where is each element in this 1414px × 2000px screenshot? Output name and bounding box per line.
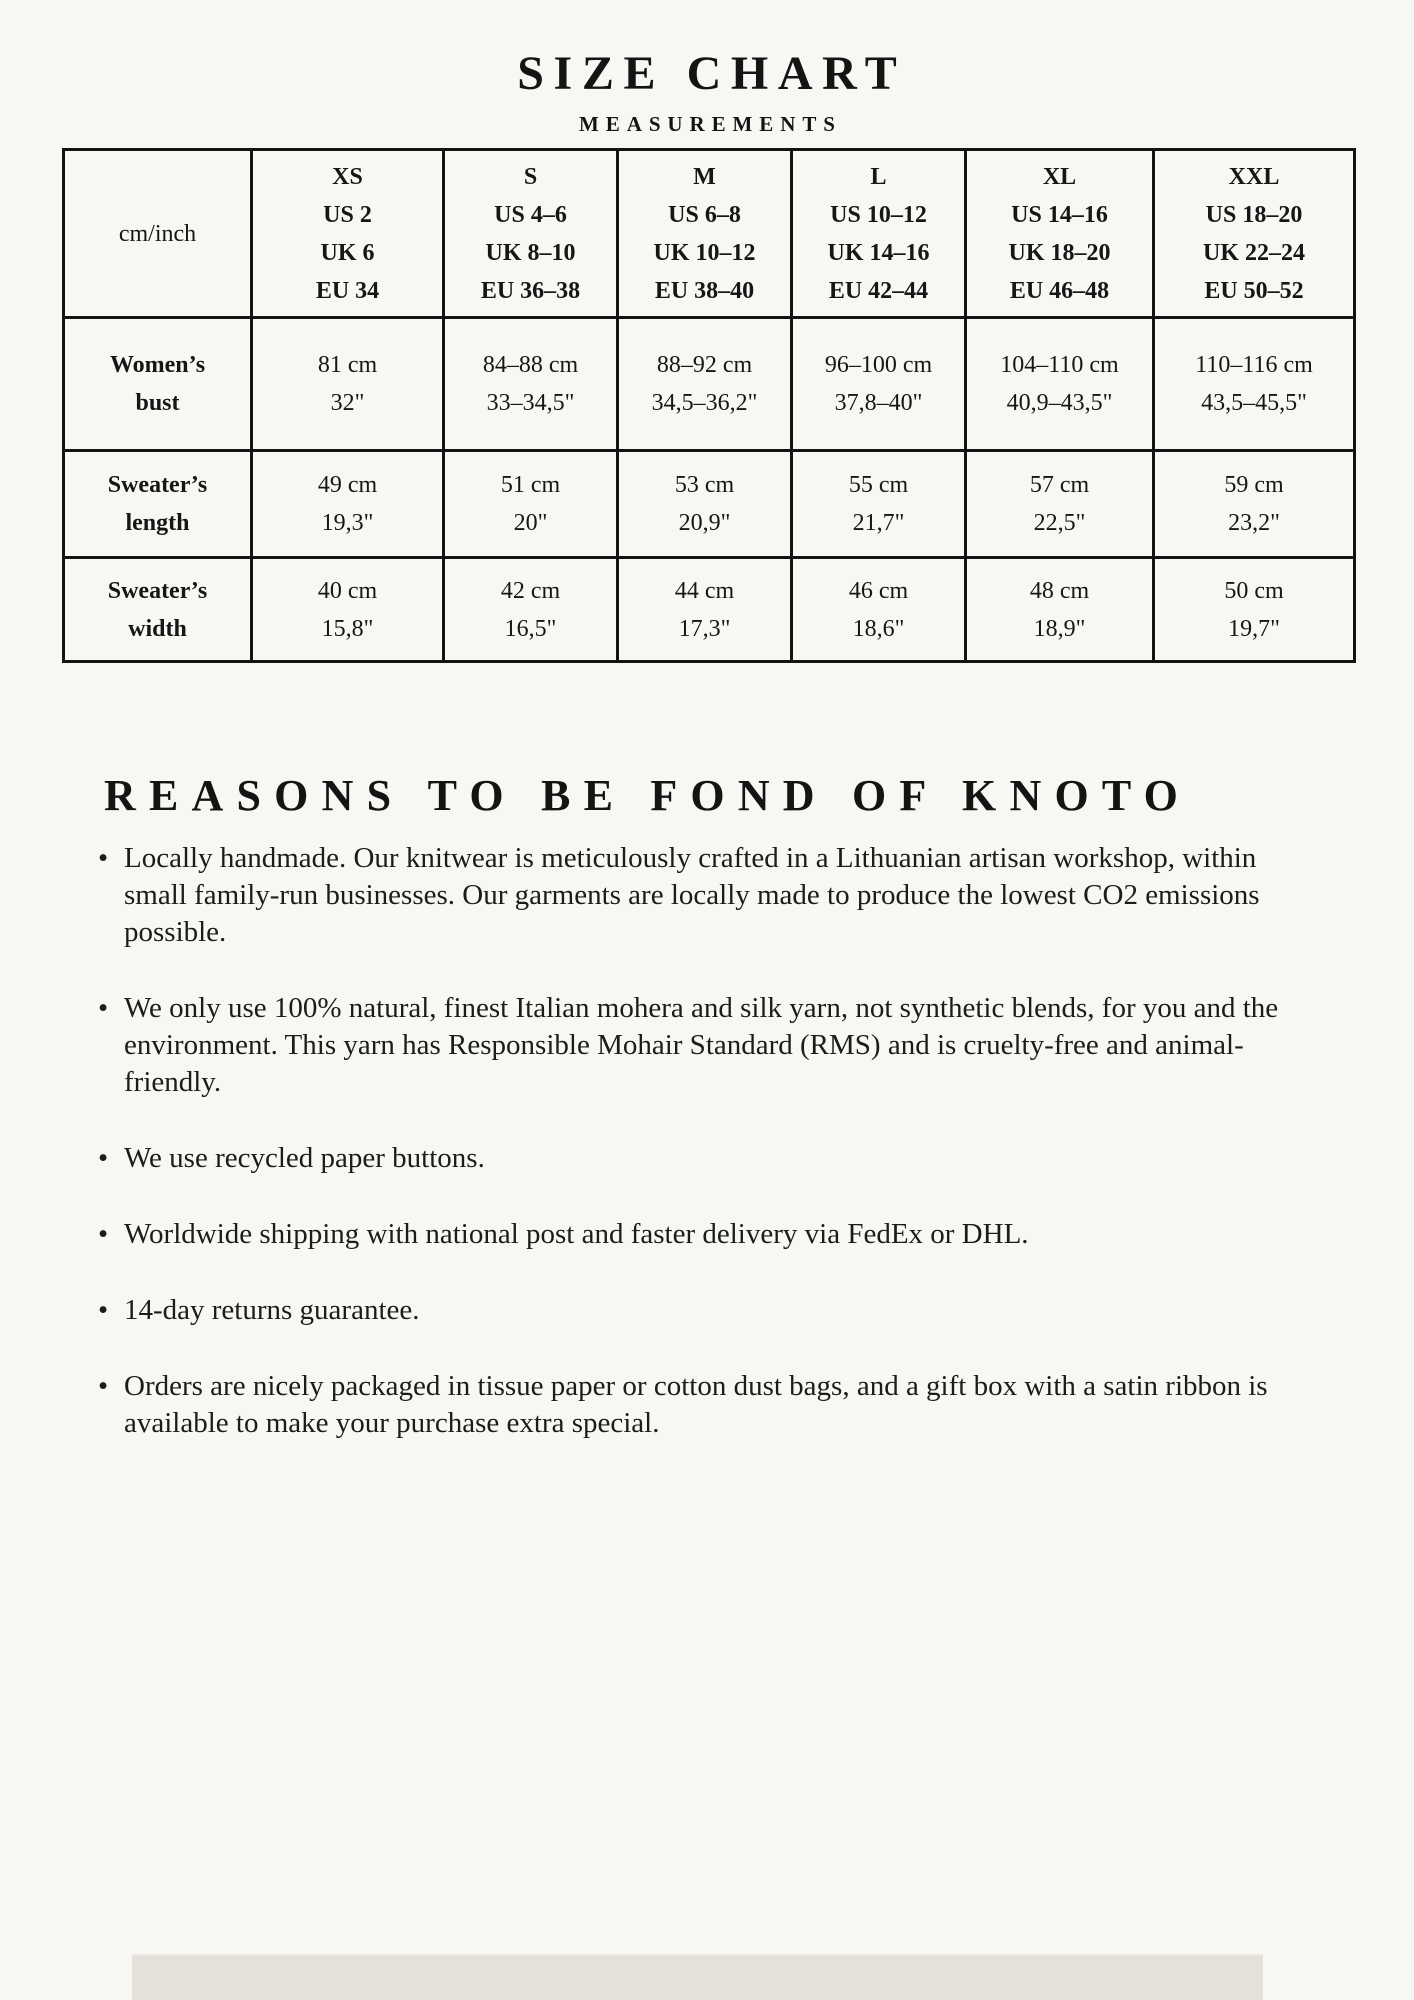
- size-letter: S: [523, 163, 538, 190]
- column-header-xl: [966, 150, 1154, 318]
- table-cell: [792, 318, 966, 451]
- cell-cm-value: 88–92 cm: [656, 352, 753, 378]
- row-label-sweaters-width: [64, 558, 252, 662]
- size-eu: EU 36–38: [480, 277, 581, 304]
- size-us: US 2: [323, 201, 372, 228]
- cell-cm-value: 110–116 cm: [1195, 352, 1313, 378]
- row-label-line: Sweater’s: [107, 577, 208, 604]
- table-header-row: [64, 150, 1355, 318]
- size-eu: EU 50–52: [1204, 277, 1304, 304]
- table-cell: [444, 318, 618, 451]
- cell-cm-value: 46 cm: [848, 577, 909, 604]
- row-label-line: Sweater’s: [107, 472, 208, 498]
- size-eu: EU 34: [315, 277, 380, 304]
- table-cell: [792, 451, 966, 558]
- table-row-sweaters-width: [64, 558, 1355, 662]
- cell-cm-value: 48 cm: [1029, 577, 1090, 604]
- page-title: SIZE CHART: [517, 47, 907, 100]
- table-cell: [252, 451, 444, 558]
- list-item: • We only use 100% natural, finest Italian mohera and silk yarn, not synthetic blends, for you and the environment. This yarn has Responsible Mohair Standard (RMS) and is cruelty-free and animal-friendly.: [96, 990, 1326, 1101]
- size-letter: XS: [332, 163, 363, 190]
- table-cell: [252, 558, 444, 662]
- table-cell: [618, 451, 792, 558]
- size-eu: EU 46–48: [1009, 277, 1110, 304]
- cell-inch-value: 15,8": [321, 615, 374, 642]
- cell-inch-value: 40,9–43,5": [1006, 390, 1113, 416]
- row-label-line: bust: [135, 390, 180, 416]
- reasons-section-heading: REASONS TO BE FOND OF KNOTO: [104, 771, 1192, 820]
- size-eu: EU 42–44: [828, 277, 929, 304]
- cell-inch-value: 21,7": [852, 510, 905, 536]
- cell-cm-value: 104–110 cm: [1000, 352, 1119, 378]
- cell-inch-value: 43,5–45,5": [1201, 390, 1307, 416]
- size-uk: UK 8–10: [485, 239, 576, 266]
- row-label-sweaters-length: [64, 451, 252, 558]
- cell-inch-value: 23,2": [1228, 510, 1280, 536]
- cell-inch-value: 37,8–40": [834, 390, 923, 416]
- table-cell: [444, 451, 618, 558]
- list-item: • 14-day returns guarantee.: [96, 1292, 1326, 1329]
- size-us: US 6–8: [668, 201, 741, 228]
- cell-inch-value: 18,6": [852, 615, 905, 642]
- size-eu: EU 38–40: [654, 277, 755, 304]
- size-us: US 14–16: [1011, 201, 1108, 228]
- table-cell: [252, 318, 444, 451]
- size-uk: UK 6: [320, 239, 375, 266]
- table-cell: [444, 558, 618, 662]
- cell-inch-value: 18,9": [1033, 615, 1086, 642]
- size-uk: UK 22–24: [1203, 239, 1305, 266]
- row-label-line: length: [125, 510, 190, 536]
- cell-inch-value: 16,5": [504, 615, 557, 642]
- table-cell: [1154, 318, 1355, 451]
- size-letter: XXL: [1228, 163, 1280, 190]
- row-label-line: Women’s: [109, 352, 206, 378]
- size-us: US 4–6: [494, 201, 567, 228]
- table-cell: [966, 318, 1154, 451]
- table-cell: [1154, 558, 1355, 662]
- size-letter: M: [693, 163, 716, 190]
- cell-cm-value: 81 cm: [317, 352, 378, 378]
- cell-cm-value: 55 cm: [848, 472, 909, 498]
- size-letter: L: [870, 163, 887, 190]
- table-cell: [792, 558, 966, 662]
- cell-cm-value: 49 cm: [317, 472, 378, 498]
- cell-inch-value: 19,3": [321, 510, 374, 536]
- table-cell: [966, 558, 1154, 662]
- size-uk: UK 14–16: [827, 239, 930, 266]
- column-header-s: [444, 150, 618, 318]
- cell-inch-value: 22,5": [1033, 510, 1086, 536]
- list-item: • We use recycled paper buttons.: [96, 1140, 1326, 1177]
- cell-inch-value: 33–34,5": [486, 390, 575, 416]
- table-cell: [1154, 451, 1355, 558]
- unit-label: cm/inch: [118, 220, 197, 247]
- row-label-womens-bust: [64, 318, 252, 451]
- reasons-list: [96, 840, 1326, 1481]
- size-uk: UK 18–20: [1008, 239, 1111, 266]
- size-uk: UK 10–12: [653, 239, 756, 266]
- cell-inch-value: 20": [513, 510, 548, 536]
- table-row-womens-bust: [64, 318, 1355, 451]
- list-item: • Worldwide shipping with national post and faster delivery via FedEx or DHL.: [96, 1216, 1326, 1253]
- cell-cm-value: 59 cm: [1224, 472, 1284, 498]
- list-item: • Orders are nicely packaged in tissue paper or cotton dust bags, and a gift box with a satin ribbon is available to make your purchase extra special.: [96, 1368, 1326, 1442]
- table-cell: [618, 318, 792, 451]
- size-letter: XL: [1042, 163, 1077, 190]
- size-us: US 10–12: [830, 201, 927, 228]
- list-item: • Locally handmade. Our knitwear is meticulously crafted in a Lithuanian artisan workshop, within small family-run businesses. Our garments are locally made to produce the lowest CO2 emissions possible.: [96, 840, 1326, 951]
- cell-cm-value: 50 cm: [1224, 577, 1284, 604]
- table-row-sweaters-length: [64, 451, 1355, 558]
- column-header-xxl: [1154, 150, 1355, 318]
- column-header-xs: [252, 150, 444, 318]
- cell-cm-value: 84–88 cm: [482, 352, 579, 378]
- column-header-l: [792, 150, 966, 318]
- cell-inch-value: 32": [330, 390, 365, 416]
- cell-inch-value: 19,7": [1228, 615, 1280, 642]
- size-us: US 18–20: [1205, 201, 1303, 228]
- row-label-line: width: [128, 615, 187, 642]
- cell-inch-value: 34,5–36,2": [651, 390, 758, 416]
- cell-cm-value: 44 cm: [674, 577, 735, 604]
- table-cell: [966, 451, 1154, 558]
- cell-cm-value: 57 cm: [1029, 472, 1090, 498]
- cell-inch-value: 20,9": [678, 510, 731, 536]
- cell-cm-value: 42 cm: [500, 577, 561, 604]
- measurements-table: [62, 148, 1356, 663]
- unit-label-cell: [64, 150, 252, 318]
- cell-cm-value: 96–100 cm: [824, 352, 933, 378]
- cell-inch-value: 17,3": [678, 615, 731, 642]
- bottom-section-block: [132, 1954, 1263, 2000]
- table-cell: [618, 558, 792, 662]
- cell-cm-value: 40 cm: [317, 577, 378, 604]
- column-header-m: [618, 150, 792, 318]
- cell-cm-value: 51 cm: [500, 472, 561, 498]
- page-subtitle: MEASUREMENTS: [579, 112, 842, 136]
- cell-cm-value: 53 cm: [674, 472, 735, 498]
